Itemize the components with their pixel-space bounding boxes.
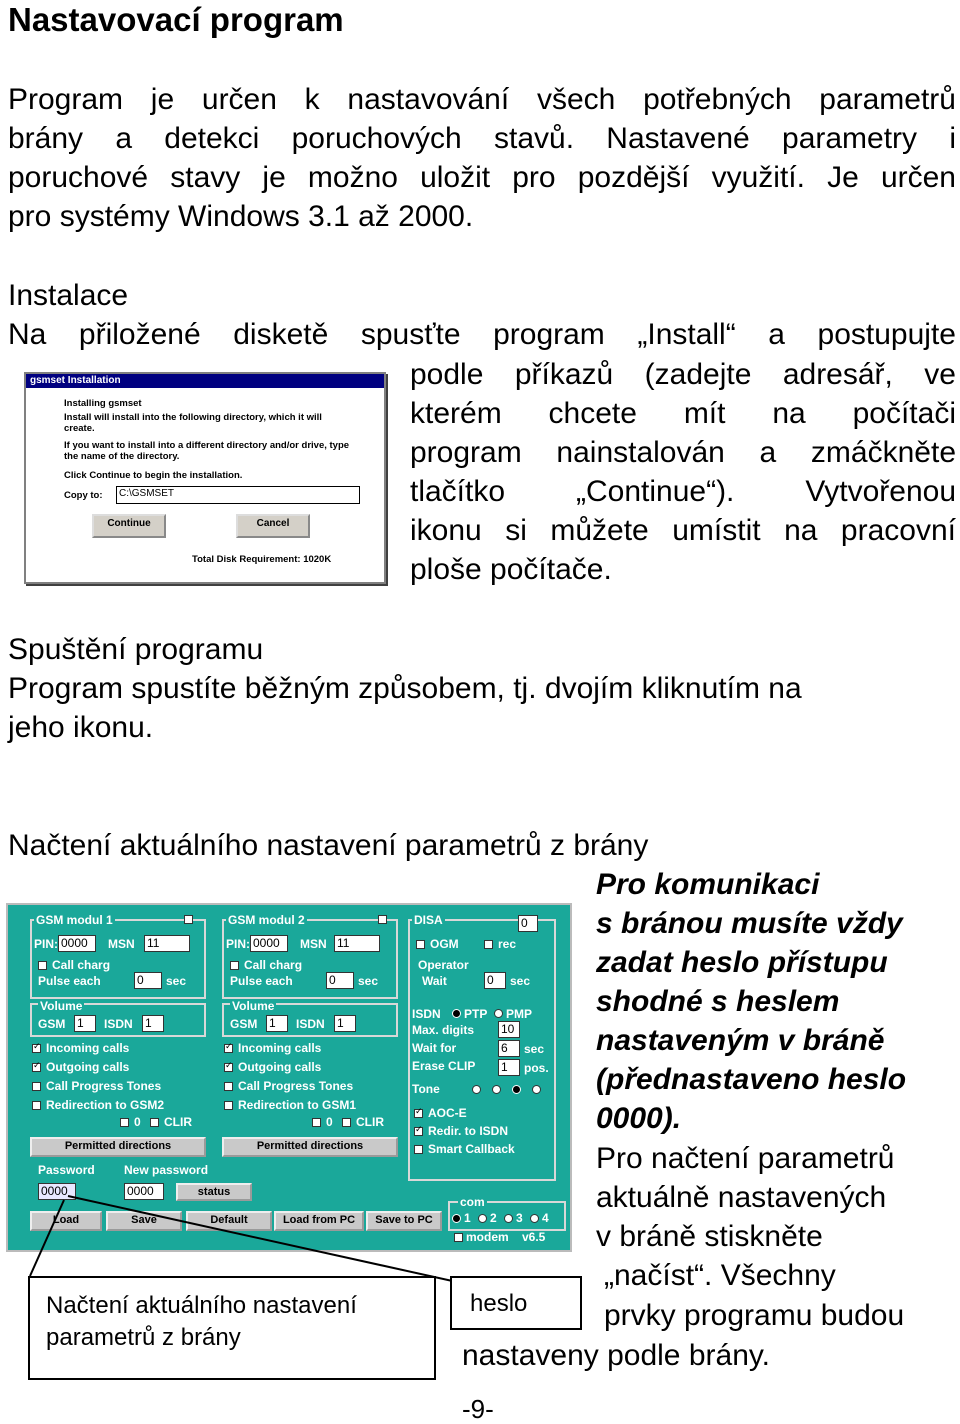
- run-heading: Spuštění programu: [8, 633, 264, 666]
- gsm2-gsm-volume[interactable]: 1: [266, 1015, 288, 1032]
- ptp-label: PTP: [464, 1007, 488, 1021]
- call-charg-label: Call charg: [52, 958, 111, 972]
- incoming-label: Incoming calls: [238, 1041, 322, 1055]
- run-line: Program spustíte běžným způsobem, tj. dvojím kliknutím na: [8, 672, 802, 705]
- com2-label: 2: [490, 1211, 497, 1225]
- run-line: jeho ikonu.: [8, 711, 154, 744]
- erase-clip-label: Erase CLIP: [412, 1059, 476, 1073]
- install-wrap-line: podle příkazů (zadejte adresář, ve: [410, 358, 956, 391]
- msn-label: MSN: [108, 937, 135, 951]
- dialog-text: Click Continue to begin the installation.: [64, 470, 243, 481]
- max-digits-input[interactable]: 10: [498, 1021, 520, 1038]
- sec-label: sec: [166, 974, 187, 988]
- pos-label: pos.: [524, 1061, 549, 1075]
- install-wrap-line: tlačítko „Continue“). Vytvořenou: [410, 475, 956, 508]
- disk-requirement: Total Disk Requirement: 1020K: [192, 554, 332, 565]
- dialog-text: Installing gsmset: [64, 398, 142, 409]
- load-button[interactable]: Load: [30, 1211, 102, 1231]
- intro-line: pro systémy Windows 3.1 až 2000.: [8, 200, 474, 233]
- dialog-text: Install will install into the following directory, which it will create.: [64, 412, 322, 434]
- intro-line: brány a detekci poruchových stavů. Nastavené parametry i: [8, 122, 956, 155]
- load-from-pc-button[interactable]: Load from PC: [274, 1211, 364, 1231]
- gsm1-gsm-volume[interactable]: 1: [74, 1015, 96, 1032]
- tones-label: Call Progress Tones: [238, 1079, 354, 1093]
- install-line: Na přiložené disketě spusťte program „Install“ a postupujte: [8, 318, 956, 351]
- save-to-pc-button[interactable]: Save to PC: [366, 1211, 442, 1231]
- com3-label: 3: [516, 1211, 523, 1225]
- modem-label: modem: [466, 1230, 509, 1244]
- note-line: prvky programu budou: [604, 1299, 905, 1332]
- gsm2-pin-input[interactable]: 0000: [250, 935, 288, 952]
- outgoing-label: Outgoing calls: [238, 1060, 322, 1074]
- continue-button[interactable]: Continue: [92, 514, 166, 538]
- note-line: v bráně stiskněte: [596, 1220, 823, 1253]
- wait-for-input[interactable]: 6: [498, 1040, 520, 1057]
- ogm-label: OGM: [430, 937, 459, 951]
- msn-label: MSN: [300, 937, 327, 951]
- gsm1-permitted-button[interactable]: Permitted directions: [30, 1137, 206, 1157]
- rec-label: rec: [498, 937, 517, 951]
- com1-label: 1: [464, 1211, 471, 1225]
- note-line: zadat heslo přístupu: [596, 946, 888, 979]
- gsm2-pulse-input[interactable]: 0: [326, 972, 354, 989]
- redirect-label: Redirection to GSM1: [238, 1098, 357, 1112]
- pin-label: PIN:: [34, 937, 58, 951]
- tone-label: Tone: [412, 1082, 440, 1096]
- redir-isdn-label: Redir. to ISDN: [428, 1124, 509, 1138]
- isdn-label: ISDN: [104, 1017, 133, 1031]
- note-line: „načíst“. Všechny: [604, 1259, 836, 1292]
- install-wrap-line: program nainstalován a zmáčkněte: [410, 436, 956, 469]
- gsm-label: GSM: [38, 1017, 66, 1031]
- note-line: s bránou musíte vždy: [596, 907, 903, 940]
- pin-label: PIN:: [226, 937, 250, 951]
- heslo-callout-box: [450, 1276, 582, 1330]
- load-heading: Načtení aktuálního nastavení parametrů z brány: [8, 829, 649, 862]
- max-digits-label: Max. digits: [412, 1023, 475, 1037]
- gsm1-isdn-volume[interactable]: 1: [142, 1015, 164, 1032]
- load-callout-box: [28, 1276, 436, 1380]
- clir-label: CLIR: [356, 1115, 384, 1129]
- gsm2-msn-input[interactable]: 11: [334, 935, 380, 952]
- version-label: v6.5: [522, 1230, 546, 1244]
- call-charg-label: Call charg: [244, 958, 303, 972]
- gsm-label: GSM: [230, 1017, 258, 1031]
- gsm1-msn-input[interactable]: 11: [144, 935, 190, 952]
- outgoing-label: Outgoing calls: [46, 1060, 130, 1074]
- gsm1-pin-input[interactable]: 0000: [58, 935, 96, 952]
- status-button[interactable]: status: [176, 1183, 252, 1201]
- install-wrap-line: ploše počítače.: [410, 553, 612, 586]
- pulse-label: Pulse each: [230, 974, 293, 988]
- load-callout-line: Načtení aktuálního nastavení: [46, 1292, 357, 1319]
- load-callout-line: parametrů z brány: [46, 1324, 241, 1351]
- wait-input[interactable]: 0: [484, 972, 506, 989]
- cancel-button[interactable]: Cancel: [236, 514, 310, 538]
- smart-callback-label: Smart Callback: [428, 1142, 515, 1156]
- zero-label: 0: [134, 1115, 141, 1129]
- save-button[interactable]: Save: [106, 1211, 182, 1231]
- com4-label: 4: [542, 1211, 549, 1225]
- arrow-line-load: [30, 1200, 64, 1276]
- copy-to-input[interactable]: C:\GSMSET: [116, 486, 360, 504]
- aoce-label: AOC-E: [428, 1106, 467, 1120]
- disa-input[interactable]: 0: [518, 915, 538, 932]
- new-password-input[interactable]: 0000: [124, 1183, 164, 1200]
- copy-label: Copy to:: [64, 490, 103, 501]
- redirect-label: Redirection to GSM2: [46, 1098, 165, 1112]
- install-heading: Instalace: [8, 279, 129, 312]
- sec-label: sec: [524, 1042, 545, 1056]
- gsm2-isdn-volume[interactable]: 1: [334, 1015, 356, 1032]
- wait-for-label: Wait for: [412, 1041, 457, 1055]
- wait-label: Wait: [422, 974, 447, 988]
- note-line: Pro komunikaci: [596, 868, 820, 901]
- erase-clip-input[interactable]: 1: [498, 1059, 520, 1076]
- isdn-mode-label: ISDN: [412, 1007, 441, 1021]
- sec-label: sec: [510, 974, 531, 988]
- gsm1-title: GSM modul 1: [36, 913, 113, 927]
- isdn-label: ISDN: [296, 1017, 325, 1031]
- page-title: Nastavovací program: [8, 1, 344, 38]
- arrow-line-heslo: [68, 1196, 466, 1284]
- disa-title: DISA: [414, 913, 443, 927]
- gsm2-title: GSM modul 2: [228, 913, 305, 927]
- password-input[interactable]: 0000: [38, 1183, 76, 1200]
- operator-label: Operator: [418, 958, 469, 972]
- intro-line: Program je určen k nastavování všech potřebných parametrů: [8, 83, 956, 116]
- note-line: nastaveny podle brány.: [462, 1339, 770, 1372]
- pmp-label: PMP: [506, 1007, 533, 1021]
- note-line: aktuálně nastavených: [596, 1181, 887, 1214]
- page-number: -9-: [462, 1394, 494, 1424]
- dialog-title: gsmset Installation: [26, 374, 384, 388]
- sec-label: sec: [358, 974, 379, 988]
- com-label: com: [460, 1195, 485, 1209]
- note-line: (přednastaveno heslo: [596, 1063, 907, 1096]
- heslo-label: heslo: [470, 1290, 528, 1317]
- note-line: Pro načtení parametrů: [596, 1142, 895, 1175]
- incoming-label: Incoming calls: [46, 1041, 130, 1055]
- gsm1-pulse-input[interactable]: 0: [134, 972, 162, 989]
- gsm2-permitted-button[interactable]: Permitted directions: [222, 1137, 398, 1157]
- volume-label: Volume: [40, 999, 83, 1013]
- pulse-label: Pulse each: [38, 974, 101, 988]
- dialog-text: If you want to install into a different directory and/or drive, type the name of the directory.: [64, 440, 350, 462]
- new-password-label: New password: [124, 1163, 209, 1177]
- clir-label: CLIR: [164, 1115, 192, 1129]
- note-line: shodné s heslem: [596, 985, 840, 1018]
- default-button[interactable]: Default: [186, 1211, 272, 1231]
- zero-label: 0: [326, 1115, 333, 1129]
- install-wrap-line: kterém chcete mít na počítači: [410, 397, 956, 430]
- volume-label: Volume: [232, 999, 275, 1013]
- note-line: nastaveným v bráně: [596, 1024, 885, 1057]
- install-wrap-line: ikonu si můžete umístit na pracovní: [410, 514, 956, 547]
- password-label: Password: [38, 1163, 95, 1177]
- intro-line: poruchové stavy je možno uložit pro pozdější využití. Je určen: [8, 161, 956, 194]
- tones-label: Call Progress Tones: [46, 1079, 162, 1093]
- note-line: 0000).: [596, 1102, 682, 1135]
